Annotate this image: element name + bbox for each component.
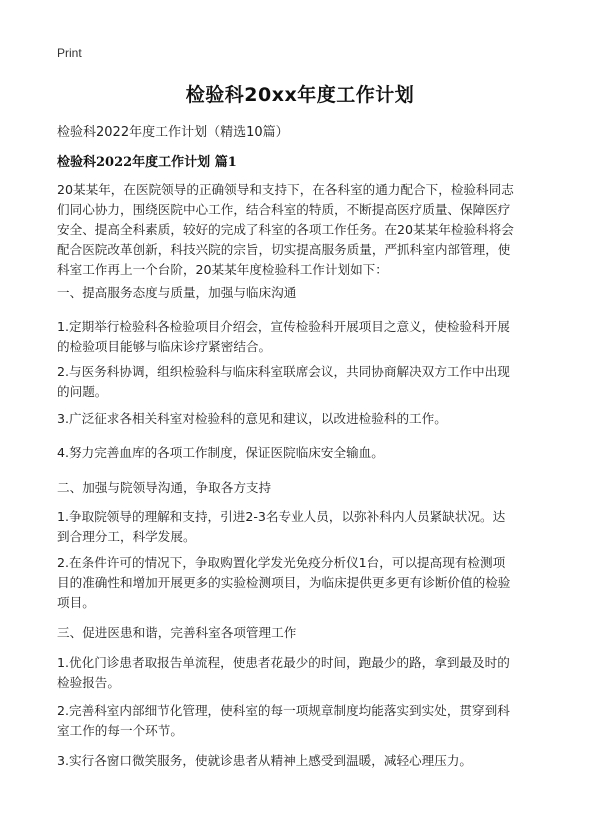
text-line: 到合理分工，科学发展。	[57, 529, 196, 544]
text-line: 们同心协力，围绕医院中心工作，结合科室的特质，不断提高医疗质量、保障医疗	[57, 202, 511, 217]
text-line: 安全、提高全科素质，较好的完成了科室的各项工作任务。在20某某年检验科将会	[57, 222, 514, 237]
text-line: 1.优化门诊患者取报告单流程，使患者花最少的时间，跑最少的路，拿到最及时的	[57, 655, 510, 670]
text-line: 的问题。	[57, 384, 108, 399]
paragraph-3-2	[57, 701, 548, 741]
paragraph-2-1	[57, 507, 548, 547]
text-line: 2.在条件许可的情况下，争取购置化学发光免疫分析仪1台，可以提高现有检测项	[57, 555, 506, 570]
text-line: 2.与医务科协调，组织检验科与临床科室联席会议，共同协商解决双方工作中出现	[57, 364, 510, 379]
section-heading: 检验科2022年度工作计划 篇1	[57, 155, 237, 170]
print-label: Print	[57, 46, 82, 60]
text-line: 的检验项目能够与临床诊疗紧密结合。	[57, 339, 272, 354]
text-line: 科室工作再上一个台阶，20某某年度检验科工作计划如下：	[57, 262, 388, 277]
heading-1: 一、提高服务态度与质量，加强与临床沟通	[57, 285, 297, 300]
heading-2: 二、加强与院领导沟通，争取各方支持	[57, 480, 272, 495]
paragraph-1-3: 3.广泛征求各相关科室对检验科的意见和建议，以改进检验科的工作。	[57, 411, 447, 426]
text-line: 配合医院改革创新，科技兴院的宗旨，切实提高服务质量，严抓科室内部管理，使	[57, 242, 511, 257]
paragraph-3-1	[57, 653, 548, 693]
paragraph-1-2	[57, 362, 548, 402]
text-line: 20某某年，在医院领导的正确领导和支持下，在各科室的通力配合下，检验科同志	[57, 182, 514, 197]
text-line: 1.争取院领导的理解和支持，引进2-3名专业人员，以弥补科内人员紧缺状况。达	[57, 509, 506, 524]
paragraph-1-1	[57, 317, 548, 357]
document-title: 检验科20xx年度工作计划	[185, 84, 415, 106]
paragraph-3-3: 3.实行各窗口微笑服务，使就诊患者从精神上感受到温暖，减轻心理压力。	[57, 753, 473, 768]
intro-paragraph	[57, 180, 548, 280]
text-line: 目的准确性和增加开展更多的实验检测项目，为临床提供更多更有诊断价值的检验	[57, 575, 511, 590]
heading-3: 三、促进医患和谐，完善科室各项管理工作	[57, 625, 297, 640]
text-line: 室工作的每一个环节。	[57, 723, 183, 738]
text-line: 2.完善科室内部细节化管理，使科室的每一项规章制度均能落实到实处，贯穿到科	[57, 703, 510, 718]
document-subtitle: 检验科2022年度工作计划（精选10篇）	[57, 125, 289, 140]
paragraph-1-4: 4.努力完善血库的各项工作制度，保证医院临床安全输血。	[57, 445, 384, 460]
text-line: 1.定期举行检验科各检验项目介绍会，宣传检验科开展项目之意义，使检验科开展	[57, 319, 510, 334]
text-line: 项目。	[57, 595, 95, 610]
text-line: 检验报告。	[57, 675, 120, 690]
paragraph-2-2	[57, 553, 548, 613]
